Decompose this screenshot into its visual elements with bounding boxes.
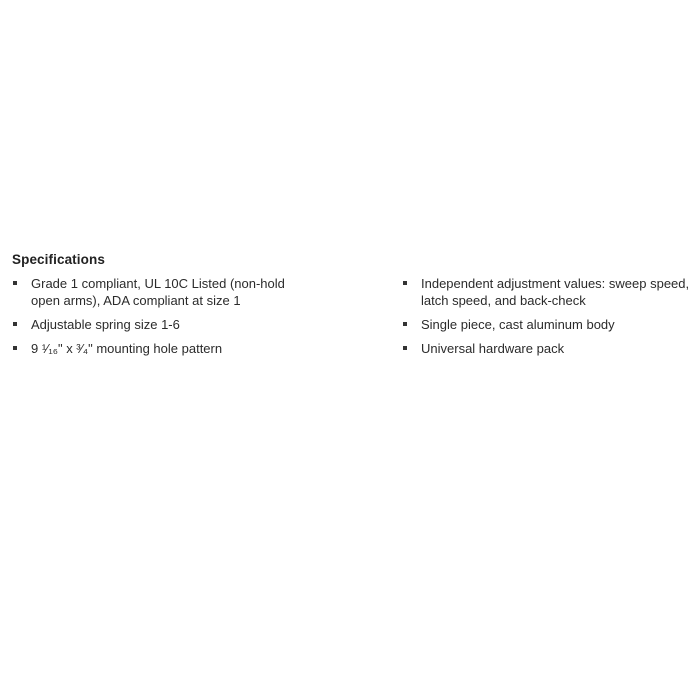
square-bullet-icon — [403, 281, 407, 285]
spec-item — [12, 340, 312, 357]
spec-item-text: Universal hardware pack — [421, 341, 565, 356]
square-bullet-icon — [403, 346, 407, 350]
spec-item-text: Single piece, cast aluminum body — [421, 317, 615, 332]
square-bullet-icon — [403, 322, 407, 326]
spec-item-text: Adjustable spring size 1-6 — [31, 317, 180, 332]
specifications-list-right — [402, 275, 694, 364]
spec-item — [12, 316, 312, 333]
square-bullet-icon — [13, 346, 17, 350]
spec-item — [12, 275, 312, 309]
specifications-list-left — [12, 275, 312, 364]
specifications-title: Specifications — [12, 252, 105, 267]
spec-item — [402, 275, 694, 309]
square-bullet-icon — [13, 322, 17, 326]
spec-item-text: Independent adjustment values: sweep speed, latch speed, and back-check — [421, 276, 690, 308]
spec-item — [402, 340, 694, 357]
spec-item-text: Grade 1 compliant, UL 10C Listed (non-hold open arms), ADA compliant at size 1 — [31, 276, 285, 308]
specifications-section — [12, 251, 692, 356]
spec-item — [402, 316, 694, 333]
square-bullet-icon — [13, 281, 17, 285]
spec-item-text: 9 ¹⁄₁₆" x ³⁄₄" mounting hole pattern — [31, 341, 223, 356]
